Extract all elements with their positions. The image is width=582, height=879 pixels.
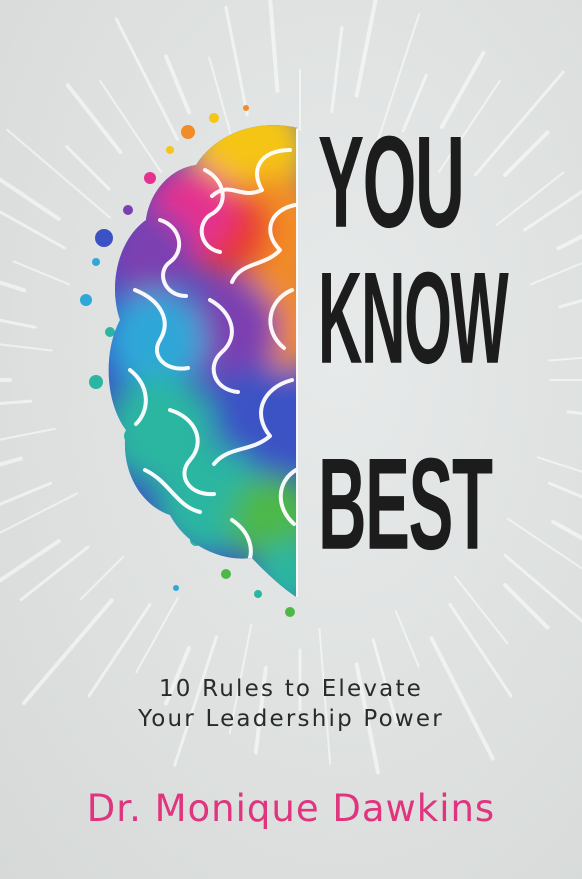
subtitle-line-1: 10 Rules to Elevate xyxy=(158,676,424,702)
subtitle-line-2: Your Leadership Power xyxy=(138,706,444,732)
brain-hemisphere xyxy=(90,90,335,620)
book-title-line-3: BEST xyxy=(318,431,492,578)
book-title-line-2: KNOW xyxy=(318,245,508,392)
author-name: Dr. Monique Dawkins xyxy=(86,787,496,830)
book-title-line-1: YOU xyxy=(318,109,464,256)
